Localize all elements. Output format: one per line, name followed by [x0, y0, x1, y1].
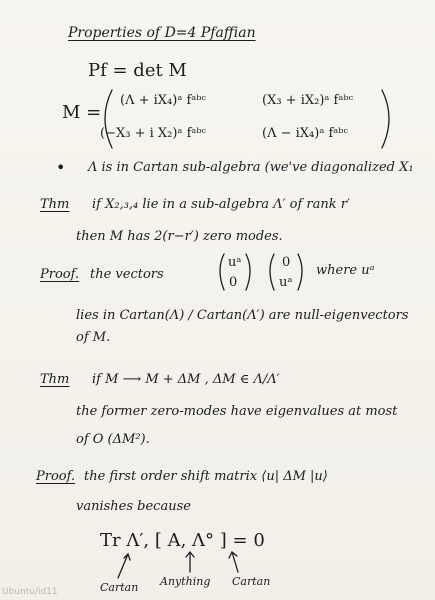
bullet-dot: •: [56, 158, 66, 177]
matrix-left-paren: [105, 90, 112, 148]
theorem-1-line-1: if X₂,₃,₄ lie in a sub-algebra Λ′ of rank r′: [92, 197, 350, 212]
vector-1-top: uᵃ: [228, 255, 242, 270]
vector-1-left-paren: [220, 254, 224, 290]
matrix-right-paren: [382, 90, 389, 148]
matrix-entry-r2c2: (Λ − iX₄)ᵃ fᵃᵇᶜ: [262, 126, 348, 141]
theorem-1-line-2: then M has 2(r−r′) zero modes.: [76, 229, 283, 244]
proof-1-text-vectors: the vectors: [90, 267, 164, 282]
theorem-1-label: Thm: [40, 197, 70, 212]
vector-2-bottom: uᵃ: [279, 275, 293, 290]
arrow-anything: [186, 552, 194, 572]
vector-2-right-paren: [298, 254, 302, 290]
proof-1-line-2: lies in Cartan(Λ) / Cartan(Λ′) are null-eigenvectors: [76, 308, 409, 323]
vector-2-top: 0: [282, 255, 291, 270]
bullet-statement: Λ is in Cartan sub-algebra (we've diagonalized X₁: [88, 160, 414, 175]
vector-1-right-paren: [246, 254, 250, 290]
matrix-entry-r1c2: (X₃ + iX₂)ᵃ fᵃᵇᶜ: [262, 93, 354, 108]
vector-1-bottom: 0: [229, 275, 238, 290]
theorem-2-line-2: the former zero-modes have eigenvalues at most: [76, 404, 398, 419]
proof-1-label: Proof.: [40, 267, 80, 282]
vector-2-left-paren: [270, 254, 274, 290]
matrix-label: M =: [62, 102, 102, 123]
arrow-cartan-left: [118, 554, 130, 578]
theorem-2-label: Thm: [40, 372, 70, 387]
proof-1-line-3: of M.: [76, 330, 111, 345]
proof-2-line-2: vanishes because: [76, 499, 191, 514]
trace-equation: Tr Λ′, [ A, Λ° ] = 0: [100, 530, 265, 551]
proof-2-line-1: the first order shift matrix ⟨u| ΔM |u⟩: [84, 469, 328, 484]
page-title: Properties of D=4 Pfaffian: [68, 25, 256, 41]
scan-watermark: Ubuntu/id11: [2, 587, 58, 597]
arrow-cartan-right: [229, 552, 238, 572]
annotation-cartan-left: Cartan: [100, 581, 139, 594]
matrix-entry-r1c1: (Λ + iX₄)ᵃ fᵃᵇᶜ: [120, 93, 206, 108]
theorem-2-line-3: of O (ΔM²).: [76, 432, 150, 447]
annotation-cartan-right: Cartan: [232, 575, 271, 588]
annotation-anything: Anything: [160, 575, 211, 588]
proof-2-label: Proof.: [36, 469, 76, 484]
matrix-entry-r2c1: (−X₃ + i X₂)ᵃ fᵃᵇᶜ: [100, 126, 207, 141]
theorem-2-line-1: if M ⟶ M + ΔM , ΔM ∈ Λ/Λ′: [92, 372, 280, 387]
pfaffian-equation: Pf = det M: [88, 60, 187, 81]
proof-1-text-where: where uᵃ: [316, 263, 375, 278]
